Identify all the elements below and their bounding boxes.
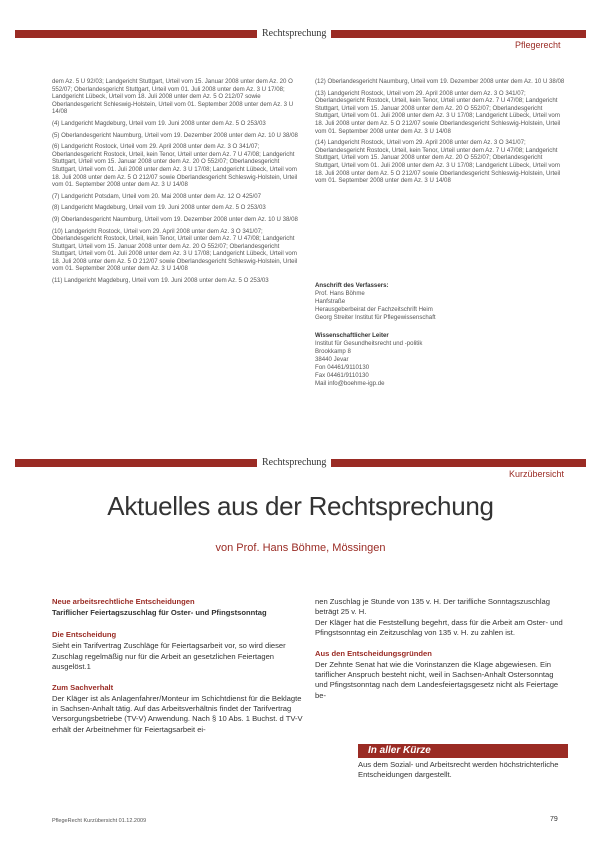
page-number: 79	[550, 816, 558, 823]
top-header-category: Pflegerecht	[515, 40, 561, 50]
kurze-text: Aus dem Sozial- und Arbeitsrecht werden höchstrichterliche Entscheidungen dargestellt.	[358, 760, 559, 780]
reference: (4) Landgericht Magdeburg, Urteil vom 19. Juni 2008 unter dem Az. 5 O 253/03	[52, 119, 266, 127]
article-right-column	[315, 597, 567, 701]
reference: (12) Oberlandesgericht Naumburg, Urteil vom 19. Dezember 2008 unter dem Az. 10 U 38/08	[315, 78, 565, 85]
reference: (10) Landgericht Rostock, Urteil vom 29. April 2008 unter dem Az. 3 O 341/07; Oberlandesgericht Rostock, Urteil, kein Tenor, Urteil unter dem Az. 7 U 47/08; Landgericht Stuttgart, Urteil vom 15. Januar 2008 unter dem Az. 20 O 552/07; Oberlandesgericht Stuttgart, Urteil vom 01. Juli 2008 unter dem Az. 3 U 17/08; Landgericht Lübeck, Urteil vom 18. Juli 2008 unter dem Az. 5 O 212/07 sowie Oberlandesgericht Schleswig-Holstein, Urteil vom 01. September 2008 unter dem Az. 3 U 14/08	[52, 227, 298, 273]
left-references	[52, 78, 300, 289]
article-left-column	[52, 597, 304, 735]
kurze-bar	[358, 744, 568, 758]
reference: (14) Landgericht Rostock, Urteil vom 29. April 2008 unter dem Az. 3 O 341/07; Oberlandesgericht Rostock, Urteil, kein Tenor, Urteil unter dem Az. 7 U 47/08; Landgericht Stuttgart, Urteil vom 15. Januar 2008 unter dem Az. 20 O 552/07; Oberlandesgericht Stuttgart, Urteil vom 01. Juli 2008 unter dem Az. 3 U 17/08; Landgericht Lübeck, Urteil vom 18. Juli 2008 unter dem Az. 5 O 212/07 sowie Oberlandesgericht Schleswig-Holstein, Urteil vom 01. September 2008 unter dem Az. 3 U 14/08	[315, 139, 561, 185]
author-line: Herausgeberbeirat der Fachzeitschrift Heim	[315, 306, 433, 313]
entscheidung-heading: Die Entscheidung	[52, 630, 117, 640]
kurze-label: In aller Kürze	[358, 744, 568, 758]
lead-line: Brookkamp 8	[315, 348, 351, 355]
section-subtitle: Tariflicher Feiertagszuschlag für Oster- und Pfingstsonntag	[52, 608, 267, 617]
lead-line: 38440 Jevar	[315, 356, 349, 363]
author-line: Prof. Hans Böhme	[315, 290, 365, 297]
gruende-heading: Aus den Entscheidungsgründen	[315, 648, 432, 658]
author-line: Hanfstraße	[315, 298, 346, 305]
footer-source: PflegeRecht Kurzübersicht 01.12.2009	[52, 818, 147, 824]
reference: (6) Landgericht Rostock, Urteil vom 29. April 2008 unter dem Az. 3 O 341/07; Oberlandesgericht Rostock, Urteil, kein Tenor, Urteil unter dem Az. 7 U 47/08; Landgericht Stuttgart, Urteil vom 15. Januar 2008 unter dem Az. 20 O 552/07; Oberlandesgericht Stuttgart, Urteil vom 01. Juli 2008 unter dem Az. 3 U 17/08; Landgericht Lübeck, Urteil vom 18. Juli 2008 unter dem Az. 5 O 212/07 sowie Oberlandesgericht Schleswig-Holstein, Urteil vom 01. September 2008 unter dem Az. 3 U 14/08	[52, 143, 298, 189]
reference: (8) Landgericht Magdeburg, Urteil vom 19. Juni 2008 unter dem Az. 5 O 253/03	[52, 204, 266, 212]
reference: (5) Oberlandesgericht Naumburg, Urteil vom 19. Dezember 2008 unter dem Az. 10 U 38/08	[52, 131, 298, 139]
reference: (11) Landgericht Magdeburg, Urteil vom 19. Juni 2008 unter dem Az. 5 O 253/03	[52, 277, 269, 285]
entscheidung-text: Sieht ein Tarifvertrag Zuschläge für Feiertagsarbeit vor, so wird dieser Zuschlag regelmäßig nur für die Arbeit an gesetzlichen Feiertagen ausgelöst.1	[52, 641, 286, 672]
section-label: Neue arbeitsrechtliche Entscheidungen	[52, 597, 195, 606]
reference: dem Az. 5 U 92/03; Landgericht Stuttgart, Urteil vom 15. Januar 2008 unter dem Az. 20 O 552/07; Oberlandesgericht Stuttgart, Urteil vom 01. Juli 2008 unter dem Az. 3 U 17/08; Landgericht Lübeck, Urteil vom 18. Juli 2008 unter dem Az. 5 O 212/07 sowie Oberlandesgericht Schleswig-Holstein, Urteil vom 01. September 2008 unter dem Az. 3 U 14/08	[52, 78, 294, 116]
author-address-block	[315, 282, 565, 388]
article-title: Aktuelles aus der Rechtsprechung	[107, 491, 494, 521]
author-line: Georg Streiter Institut für Pflegewissenschaft	[315, 314, 436, 321]
paragraph: nen Zuschlag je Stunde von 135 v. H. Der tarifliche Sonntagszuschlag beträgt 25 v. H.	[315, 597, 550, 617]
lead-line: Fax 04461/9110130	[315, 372, 369, 379]
lead-line: Fon 04461/9110130	[315, 364, 370, 371]
sachverhalt-text: Der Kläger ist als Anlagenfahrer/Monteur im Schichtdienst für die Beklagte in Sachsen-Anhalt tätig. Auf das Arbeitsverhältnis findet der Tarifvertrag Versorgungsbetriebe (TV-V) Anwendung. Nach § 10 Abs. 1 Buchst. d TV-V erhält der Arbeitnehmer für Feiertagsarbeit ei-	[52, 693, 303, 734]
sachverhalt-heading: Zum Sachverhalt	[52, 682, 114, 692]
paragraph: Der Kläger hat die Feststellung begehrt, dass für die Arbeit am Oster- und Pfingstsonntag ein Zeitzuschlag von 135 v. H. zu zahlen ist.	[315, 617, 563, 638]
gruende-text: Der Zehnte Senat hat wie die Vorinstanzen die Klage abgewiesen. Ein tariflicher Anspruch besteht nicht, weil in Sachsen-Anhalt Ostersonntag und Pfingstsonntag nach dem Landesfeiertagsgesetz nicht als Feiertage be-	[315, 659, 559, 700]
article-header-category: Kurzübersicht	[509, 469, 565, 479]
lead-line: Institut für Gesundheitsrecht und -politik	[315, 340, 423, 347]
article-author: von Prof. Hans Böhme, Mössingen	[215, 542, 386, 554]
right-references	[315, 78, 565, 189]
reference: (7) Landgericht Potsdam, Urteil vom 20. Mai 2008 unter dem Az. 12 O 425/07	[52, 192, 261, 200]
lead-line: Mail info@boehme-igp.de	[315, 380, 385, 387]
reference: (13) Landgericht Rostock, Urteil vom 29. April 2008 unter dem Az. 3 O 341/07; Oberlandesgericht Rostock, Urteil, kein Tenor, Urteil unter dem Az. 7 U 47/08; Landgericht Stuttgart, Urteil vom 15. Januar 2008 unter dem Az. 20 O 552/07; Oberlandesgericht Stuttgart, Urteil vom 01. Juli 2008 unter dem Az. 3 U 17/08; Landgericht Lübeck, Urteil vom 18. Juli 2008 unter dem Az. 5 O 212/07 sowie Oberlandesgericht Schleswig-Holstein, Urteil vom 01. September 2008 unter dem Az. 3 U 14/08	[315, 89, 561, 135]
article-header-section: Rechtsprechung	[257, 457, 331, 469]
scientific-lead-heading: Wissenschaftlicher Leiter	[315, 332, 389, 339]
author-address-heading: Anschrift des Verfassers:	[315, 282, 389, 289]
reference: (9) Oberlandesgericht Naumburg, Urteil vom 19. Dezember 2008 unter dem Az. 10 U 38/08	[52, 215, 298, 223]
top-header-section: Rechtsprechung	[257, 28, 331, 40]
